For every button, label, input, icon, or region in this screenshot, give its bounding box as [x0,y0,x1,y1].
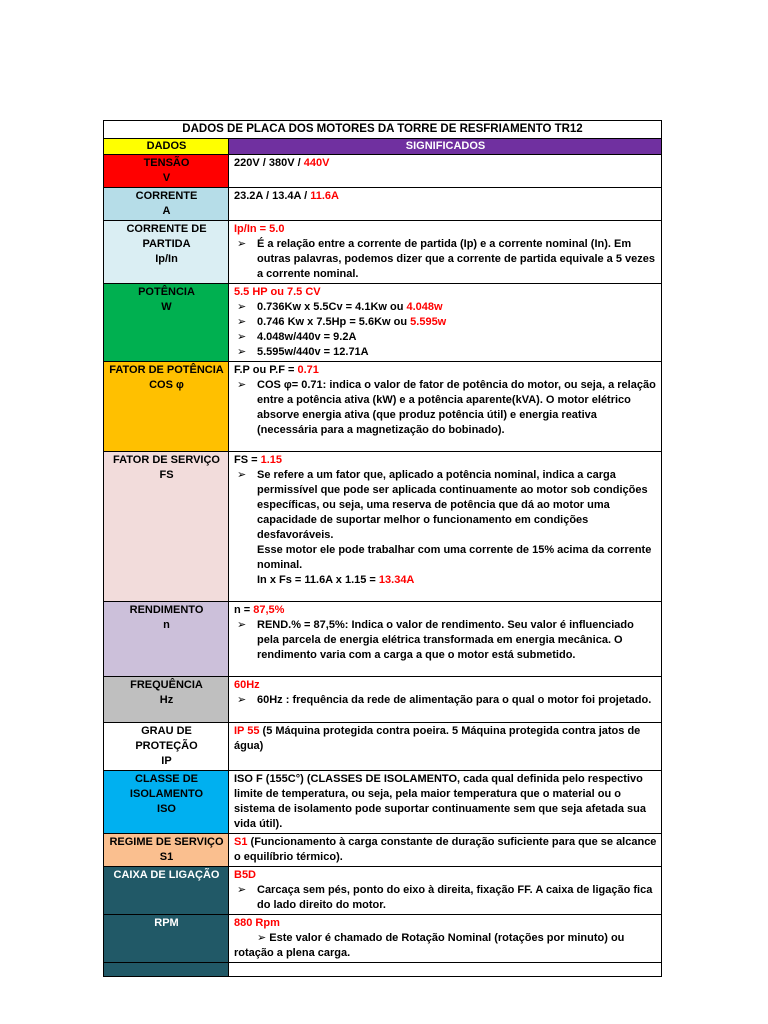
header-row [104,139,662,155]
label-caixa-ligacao: CAIXA DE LIGAÇÃO [104,867,229,915]
value-fator-servico: FS = 1.15 ➢ Se refere a um fator que, aplicado a potência nominal, indica a carga permissível que pode ser aplicada continuamente ao motor sob condições específicas, ou seja, uma reserva de potência que dá ao motor uma capacidade de suportar melhor o funcionamento em condições desfavoráveis. Esse motor ele pode trabalhar com uma corrente de 15% acima da corrente nominal. In x Fs = 11.6A x 1.15 = 13.34A [229,452,662,602]
row-empty [104,963,662,977]
arrow-bullet-icon: ➢ [237,694,247,706]
row-tensao [104,155,662,188]
bullet-item: ➢ Carcaça sem pés, ponto do eixo à direita, fixação FF. A caixa de ligação fica do lado direito do motor. [237,884,653,911]
value-partida: Ip/In = 5.0 ➢ É a relação entre a corrente de partida (Ip) e a corrente nominal (In). Em outras palavras, podemos dizer que a corrente de partida equivale a 5 vezes a corrente nominal. [229,221,662,284]
bullet-item: ➢ Se refere a um fator que, aplicado a potência nominal, indica a carga permissível que pode ser aplicada continuamente ao motor sob condições específicas, ou seja, uma reserva de potência que dá ao motor uma capacidade de suportar melhor o funcionamento em condições desfavoráveis. [237,469,648,541]
arrow-bullet-icon: ➢ [237,346,247,358]
arrow-bullet-icon: ➢ [237,379,247,391]
arrow-bullet-icon: ➢ [237,884,247,896]
bullet-item: ➢ REND.% = 87,5%: Indica o valor de rendimento. Seu valor é influenciado pela parcela de energia elétrica transformada em energia mecânica. O rendimento varia com a carga a que o motor está submetido. [237,619,634,661]
label-fator-potencia: FATOR DE POTÊNCIA COS φ [104,362,229,452]
header-significados: SIGNIFICADOS [229,139,662,155]
value-isolamento: ISO F (155C°) (CLASSES DE ISOLAMENTO, cada qual definida pelo respectivo limite de temperatura, ou seja, pela maior temperatura que o material ou o sistema de isolamento pode suportar continuamente sem que seja afetada sua vida útil). [229,771,662,834]
bullet-item: ➢ 0.746 Kw x 7.5Hp = 5.6Kw ou 5.595w [237,316,447,328]
value-regime-servico: S1 (Funcionamento à carga constante de duração suficiente para que se alcance o equilíbrio térmico). [229,834,662,867]
arrow-bullet-icon: ➢ [237,301,247,313]
value-fator-potencia: F.P ou P.F = 0.71 ➢ COS φ= 0.71: indica o valor de fator de potência do motor, ou seja, a relação entre a potência ativa (kW) e a potência aparente(kVA). O motor elétrico absorve energia ativa (que produz potência útil) e energia reativa (necessária para a magnetização do bobinado). [229,362,662,452]
value-grau-protecao: IP 55 (5 Máquina protegida contra poeira. 5 Máquina protegida contra jatos de água) [229,723,662,771]
bullet-item: ➢ 60Hz : frequência da rede de alimentação para o qual o motor foi projetado. [237,694,652,706]
label-isolamento: CLASSE DE ISOLAMENTO ISO [104,771,229,834]
bullet-item: ➢ É a relação entre a corrente de partida (Ip) e a corrente nominal (In). Em outras palavras, podemos dizer que a corrente de partida equivale a 5 vezes a corrente nominal. [237,238,655,280]
empty-value-cell [229,963,662,977]
row-rendimento [104,602,662,677]
value-frequencia: 60Hz ➢ 60Hz : frequência da rede de alimentação para o qual o motor foi projetado. [229,677,662,723]
bullet-item: ➢ COS φ= 0.71: indica o valor de fator de potência do motor, ou seja, a relação entre a potência ativa (kW) e a potência aparente(kVA). O motor elétrico absorve energia ativa (que produz potência útil) e energia reativa (necessária para a magnetização do bobinado). [237,379,656,436]
value-caixa-ligacao: B5D ➢ Carcaça sem pés, ponto do eixo à direita, fixação FF. A caixa de ligação fica do lado direito do motor. [229,867,662,915]
bullet-item: ➢ 5.595w/440v = 12.71A [237,346,369,358]
row-grau-protecao [104,723,662,771]
label-regime-servico: REGIME DE SERVIÇO S1 [104,834,229,867]
row-rpm [104,915,662,963]
row-fator-potencia [104,362,662,452]
bullet-item: ➢ 0.736Kw x 5.5Cv = 4.1Kw ou 4.048w [237,301,443,313]
motor-data-sheet [103,120,661,977]
value-rendimento: n = 87,5% ➢ REND.% = 87,5%: Indica o valor de rendimento. Seu valor é influenciado pela parcela de energia elétrica transformada em energia mecânica. O rendimento varia com a carga a que o motor está submetido. [229,602,662,677]
arrow-bullet-icon: ➢ [257,932,267,944]
arrow-bullet-icon: ➢ [237,469,247,481]
empty-label-cell [104,963,229,977]
label-potencia: POTÊNCIA W [104,284,229,362]
value-corrente: 23.2A / 13.4A / 11.6A [229,188,662,221]
arrow-bullet-icon: ➢ [237,619,247,631]
motor-data-table [103,120,662,977]
label-rendimento: RENDIMENTO n [104,602,229,677]
label-grau-protecao: GRAU DE PROTEÇÃO IP [104,723,229,771]
row-fator-servico [104,452,662,602]
value-potencia: 5.5 HP ou 7.5 CV ➢ 0.736Kw x 5.5Cv = 4.1Kw ou 4.048w ➢ 0.746 Kw x 7.5Hp = 5.6Kw ou 5.595w ➢ 4.048w/440v = 9.2A ➢ 5.595w/440v = 12.71A [229,284,662,362]
row-partida [104,221,662,284]
arrow-bullet-icon: ➢ [237,331,247,343]
arrow-bullet-icon: ➢ [237,316,247,328]
value-rpm: 880 Rpm ➢ Este valor é chamado de Rotação Nominal (rotações por minuto) ou rotação a plena carga. [229,915,662,963]
row-isolamento [104,771,662,834]
arrow-bullet-icon: ➢ [237,238,247,250]
row-caixa-ligacao [104,867,662,915]
row-regime-servico [104,834,662,867]
label-tensao: TENSÃO V [104,155,229,188]
header-dados: DADOS [104,139,229,155]
label-frequencia: FREQUÊNCIA Hz [104,677,229,723]
value-tensao: 220V / 380V / 440V [229,155,662,188]
bullet-item: ➢ 4.048w/440v = 9.2A [237,331,357,343]
label-fator-servico: FATOR DE SERVIÇO FS [104,452,229,602]
table-title-row [104,121,662,139]
table-title: DADOS DE PLACA DOS MOTORES DA TORRE DE RESFRIAMENTO TR12 [104,121,662,139]
row-frequencia [104,677,662,723]
label-rpm: RPM [104,915,229,963]
row-potencia [104,284,662,362]
label-partida: CORRENTE DE PARTIDA Ip/In [104,221,229,284]
row-corrente [104,188,662,221]
label-corrente: CORRENTE A [104,188,229,221]
